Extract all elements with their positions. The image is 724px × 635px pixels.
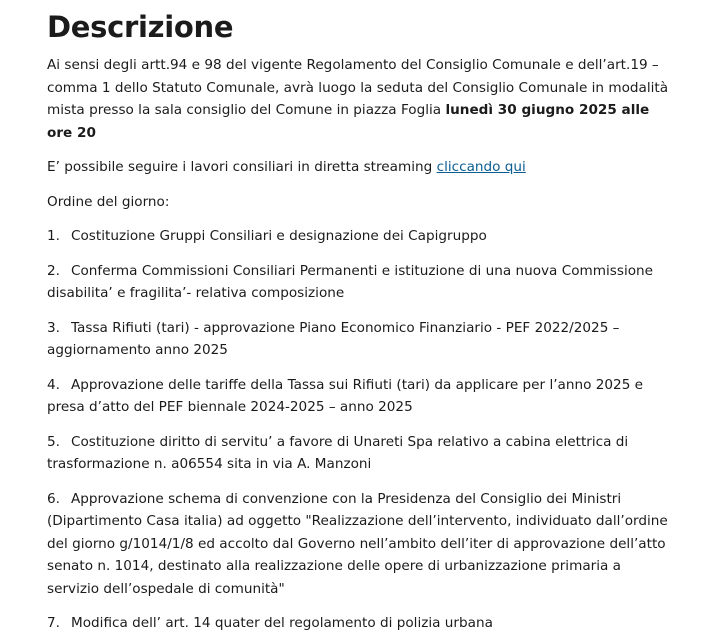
- agenda-item-text: Approvazione schema di convenzione con la Presidenza del Consiglio dei Ministri (Dipartimento Casa italia) ad oggetto "Realizzazione dell’intervento, individuato dall’ordine del giorno g/1014/1/8 ed accolto dal Governo nell’ambito dell’iter di approvazione dell’atto senato n. 1014, destinato alla realizzazione delle opere di urbanizzazione primaria a servizio dell’ospedale di comunità": [47, 490, 668, 597]
- streaming-text: E’ possibile seguire i lavori consiliari in diretta streaming: [47, 159, 437, 175]
- agenda-item: [47, 225, 672, 248]
- agenda-list: [47, 225, 672, 635]
- agenda-label: Ordine del giorno:: [47, 193, 170, 210]
- agenda-item-number: 6.: [47, 490, 60, 507]
- agenda-item-number: 4.: [47, 376, 60, 393]
- agenda-item-text: Conferma Commissioni Consiliari Permanenti e istituzione di una nuova Commissione disabilita’ e fragilita’- relativa composizione: [47, 262, 654, 301]
- agenda-item: [47, 260, 672, 305]
- agenda-item: [47, 488, 672, 601]
- agenda-item-number: 2.: [47, 262, 60, 279]
- intro-text: Ai sensi degli artt.94 e 98 del vigente Regolamento del Consiglio Comunale e dell’art.19 – comma 1 dello Statuto Comunale, avrà luogo la seduta del Consiglio Comunale in modalità mista presso la sala consiglio del Comune in piazza Foglia: [47, 57, 669, 118]
- streaming-paragraph: [47, 156, 672, 179]
- agenda-item-text: Costituzione Gruppi Consiliari e designazione dei Capigruppo: [71, 228, 487, 244]
- agenda-item: [47, 317, 672, 362]
- agenda-item-text: Modifica dell’ art. 14 quater del regolamento di polizia urbana: [71, 615, 493, 631]
- description-section: [47, 6, 672, 635]
- meeting-date: lunedì 30 giugno 2025 alle ore 20: [47, 102, 650, 141]
- agenda-item-text: Approvazione delle tariffe della Tassa sui Rifiuti (tari) da applicare per l’anno 2025 e presa d’atto del PEF biennale 2024-2025 – anno 2025: [47, 376, 644, 415]
- agenda-item-number: 7.: [47, 615, 60, 631]
- agenda-item: [47, 431, 672, 476]
- agenda-item-number: 5.: [47, 433, 60, 450]
- agenda-item-number: 1.: [47, 228, 60, 244]
- agenda-item-text: Costituzione diritto di servitu’ a favore di Unareti Spa relativo a cabina elettrica di trasformazione n. a06554 sita in via A. Manzoni: [47, 433, 629, 472]
- streaming-link[interactable]: cliccando qui: [436, 159, 526, 175]
- section-title: Descrizione: [47, 10, 234, 44]
- agenda-item-number: 3.: [47, 319, 60, 336]
- agenda-item: [47, 374, 672, 419]
- agenda-item-text: Tassa Rifiuti (tari) - approvazione Piano Economico Finanziario - PEF 2022/2025 – aggiornamento anno 2025: [47, 319, 620, 358]
- intro-paragraph: [47, 54, 672, 144]
- agenda-item: [47, 612, 672, 635]
